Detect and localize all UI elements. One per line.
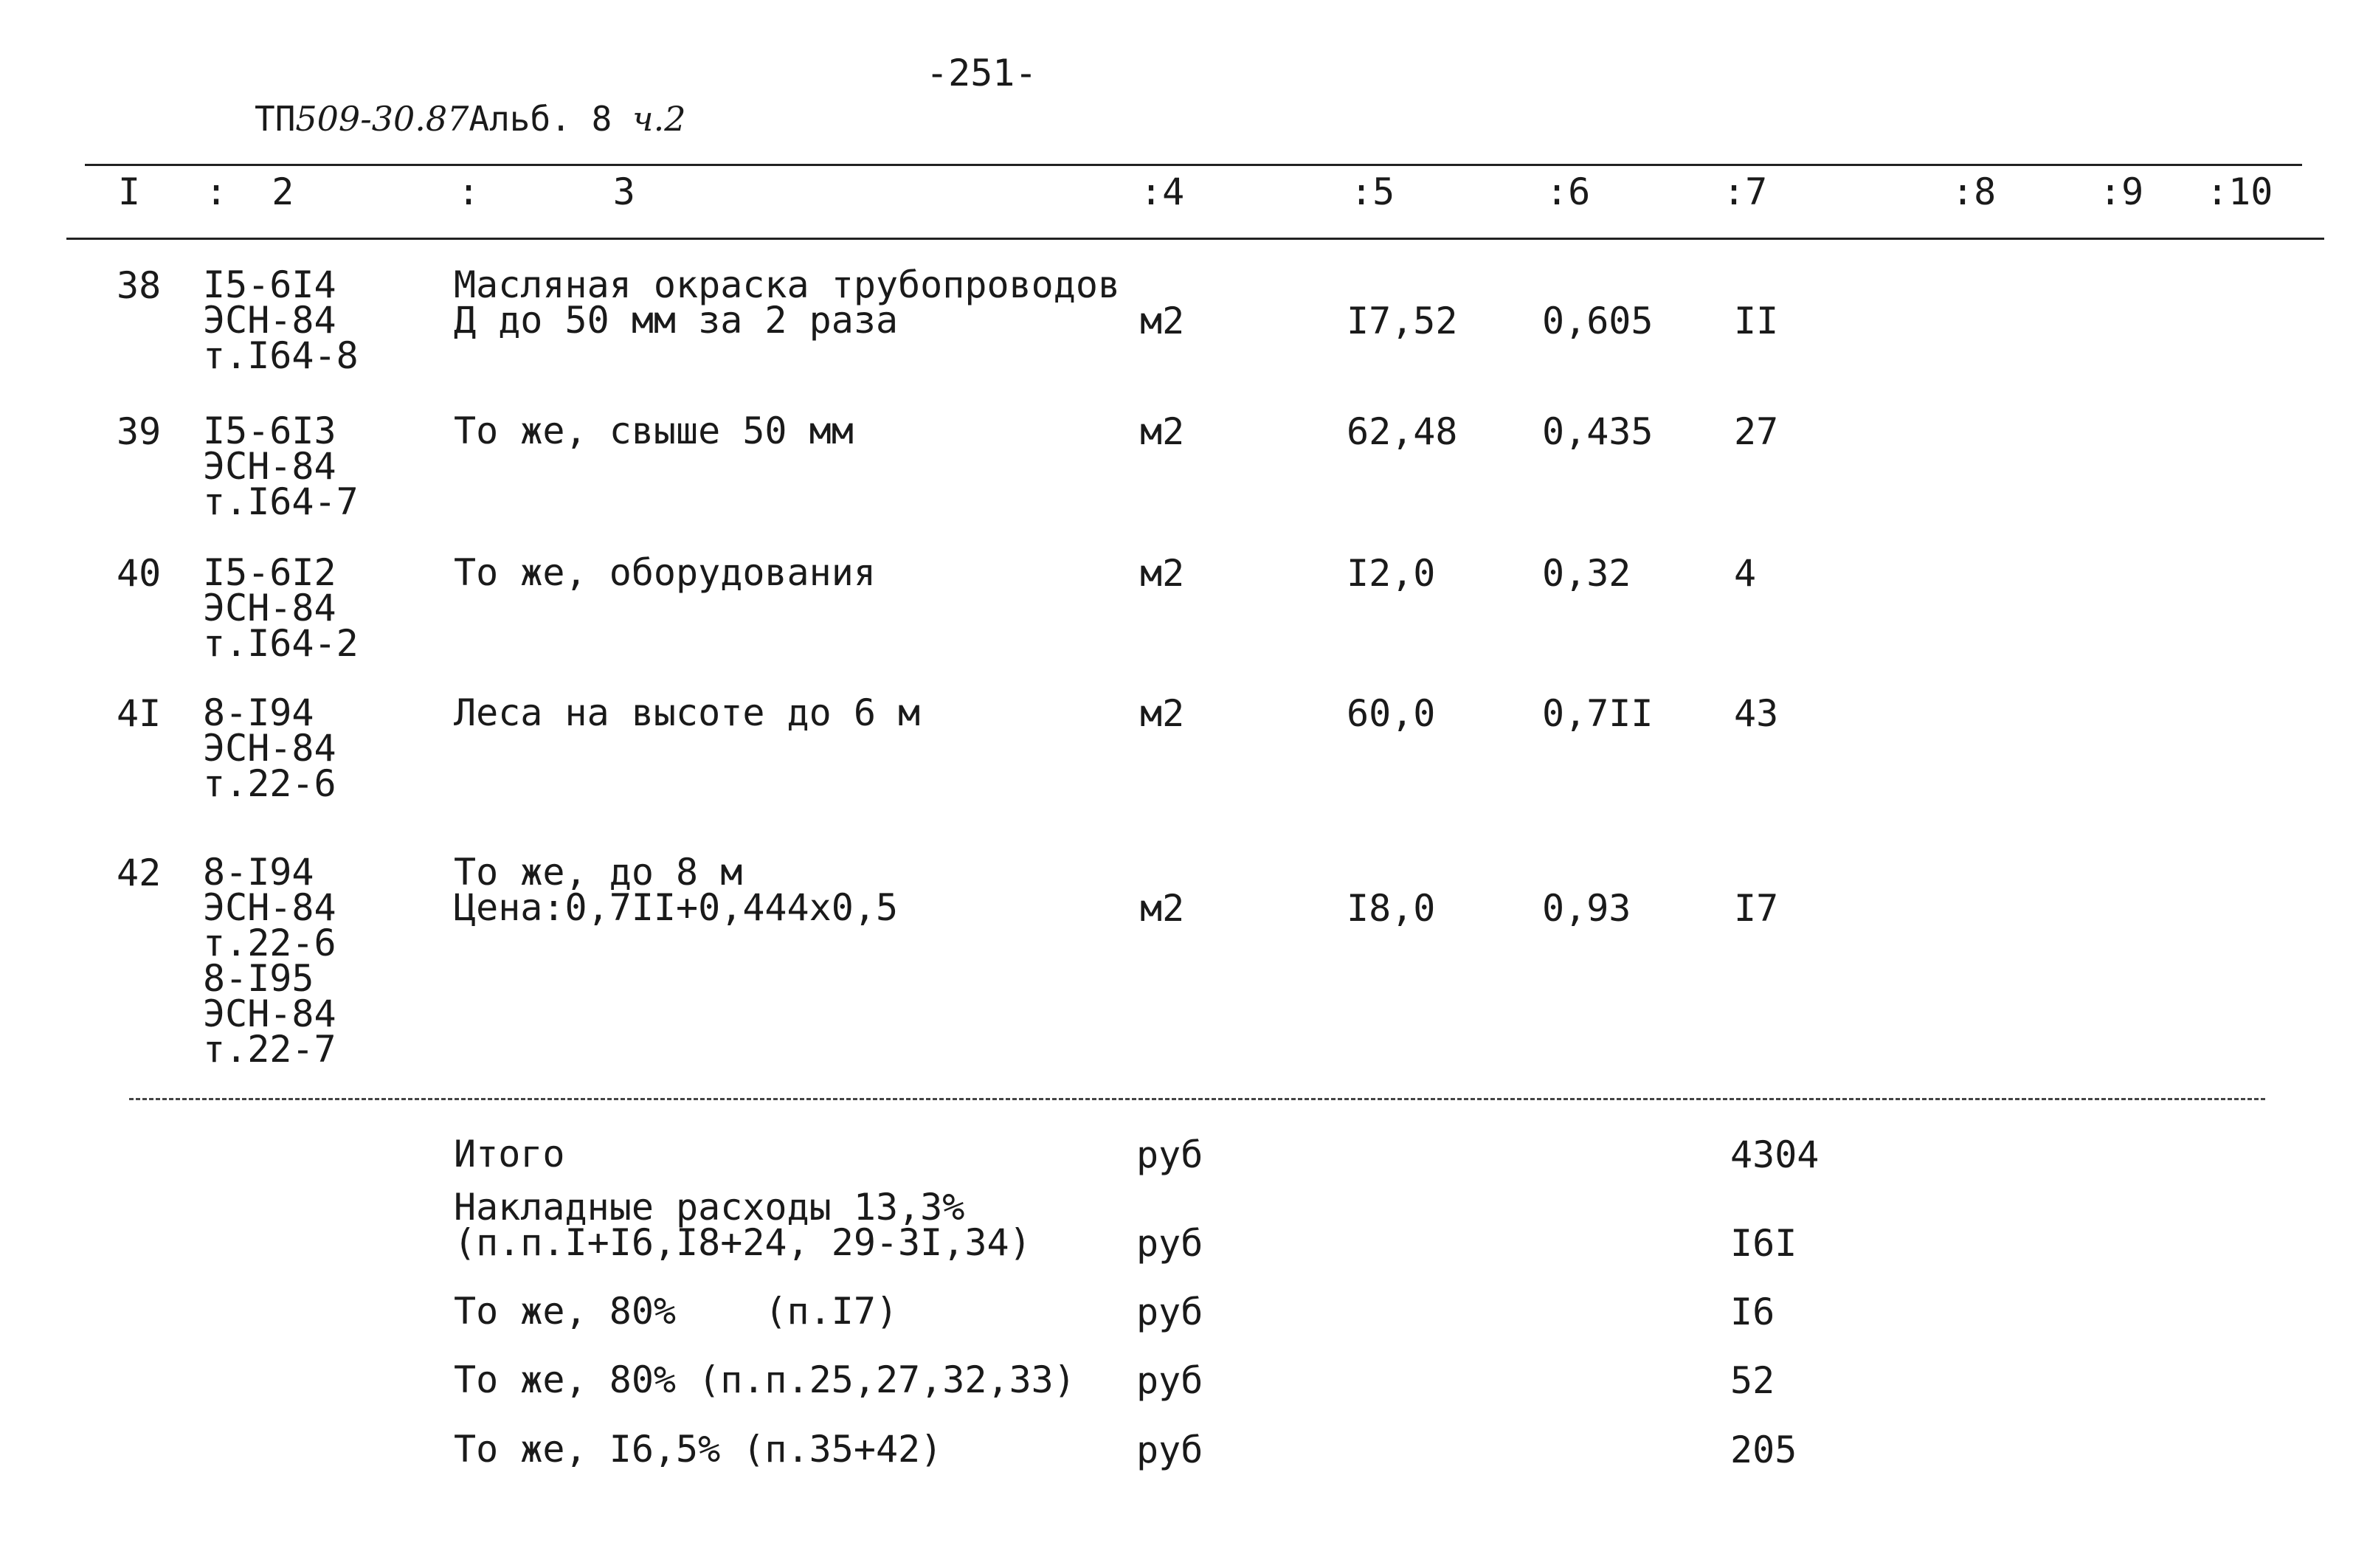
row-code: 8-I94 ЭСН-84 т.22-6	[203, 691, 336, 805]
album-ref-album: Альб. 8	[469, 99, 612, 139]
summary-unit: руб	[1136, 1429, 1203, 1471]
row-unit-price: 0,7II	[1542, 692, 1654, 735]
header-col-1: I	[118, 170, 141, 213]
row-unit-price: 0,435	[1542, 410, 1654, 453]
summary-total: 4304	[1730, 1133, 1820, 1176]
summary-total: I6I	[1730, 1222, 1797, 1265]
header-col-7: :7	[1723, 170, 1768, 213]
row-number: 39	[117, 410, 162, 453]
row-unit: м2	[1140, 410, 1185, 453]
row-code: I5-6I2 ЭСН-84 т.I64-2	[203, 551, 359, 665]
row-description: То же, оборудования	[454, 551, 876, 594]
row-unit: м2	[1140, 887, 1185, 930]
summary-total: I6	[1730, 1291, 1775, 1333]
row-code: I5-6I3 ЭСН-84 т.I64-7	[203, 410, 359, 523]
header-col-4: :4	[1140, 170, 1185, 213]
summary-divider	[129, 1098, 2265, 1100]
header-col-9: :9	[2099, 170, 2144, 213]
row-quantity: I2,0	[1347, 552, 1436, 595]
header-bottom-rule	[66, 238, 2324, 240]
row-quantity: 62,48	[1347, 410, 1458, 453]
row-total: 43	[1734, 692, 1779, 735]
header-col-6: :6	[1546, 170, 1591, 213]
row-number: 38	[117, 264, 162, 307]
album-ref-part: ч.2	[632, 99, 686, 139]
header-col-3: : 3	[457, 170, 635, 213]
summary-description: Итого	[454, 1133, 565, 1175]
row-code: 8-I94 ЭСН-84 т.22-6 8-I95 ЭСН-84 т.22-7	[203, 851, 336, 1071]
row-total: II	[1734, 300, 1779, 342]
row-description: То же, до 8 м Цена:0,7II+0,444х0,5	[454, 851, 899, 929]
row-unit-price: 0,93	[1542, 887, 1631, 930]
summary-unit: руб	[1136, 1133, 1203, 1176]
summary-description: То же, I6,5% (п.35+42)	[454, 1428, 943, 1471]
row-description: Леса на высоте до 6 м	[454, 691, 921, 734]
header-col-8: :8	[1952, 170, 1997, 213]
row-number: 42	[117, 852, 162, 894]
album-reference	[255, 99, 686, 139]
album-ref-handwritten: 509-30.87	[295, 99, 469, 139]
row-total: 27	[1734, 410, 1779, 453]
album-ref-prefix: ТП	[255, 99, 296, 139]
row-unit: м2	[1140, 692, 1185, 735]
row-unit: м2	[1140, 300, 1185, 342]
header-col-2: : 2	[205, 170, 294, 213]
summary-total: 205	[1730, 1429, 1797, 1471]
header-top-rule	[85, 164, 2302, 166]
row-unit: м2	[1140, 552, 1185, 595]
row-quantity: 60,0	[1347, 692, 1436, 735]
summary-unit: руб	[1136, 1291, 1203, 1333]
row-number: 4I	[117, 692, 162, 735]
summary-description: То же, 80% (п.I7)	[454, 1290, 899, 1333]
row-quantity: I8,0	[1347, 887, 1436, 930]
summary-unit: руб	[1136, 1359, 1203, 1402]
row-number: 40	[117, 552, 162, 595]
summary-description: Накладные расходы 13,3% (п.п.I+I6,I8+24, 29-3I,34)	[454, 1186, 1032, 1264]
summary-unit: руб	[1136, 1222, 1203, 1265]
row-code: I5-6I4 ЭСН-84 т.I64-8	[203, 263, 359, 377]
row-unit-price: 0,605	[1542, 300, 1654, 342]
row-quantity: I7,52	[1347, 300, 1458, 342]
row-description: То же, свыше 50 мм	[454, 410, 854, 452]
row-total: 4	[1734, 552, 1757, 595]
header-col-10: :10	[2206, 170, 2273, 213]
summary-total: 52	[1730, 1359, 1775, 1402]
summary-description: То же, 80% (п.п.25,27,32,33)	[454, 1358, 1076, 1401]
header-col-5: :5	[1350, 170, 1395, 213]
row-description: Масляная окраска трубопроводов Д до 50 мм за 2 раза	[454, 263, 1121, 342]
row-total: I7	[1734, 887, 1779, 930]
page-number: -251-	[926, 52, 1037, 94]
row-unit-price: 0,32	[1542, 552, 1631, 595]
